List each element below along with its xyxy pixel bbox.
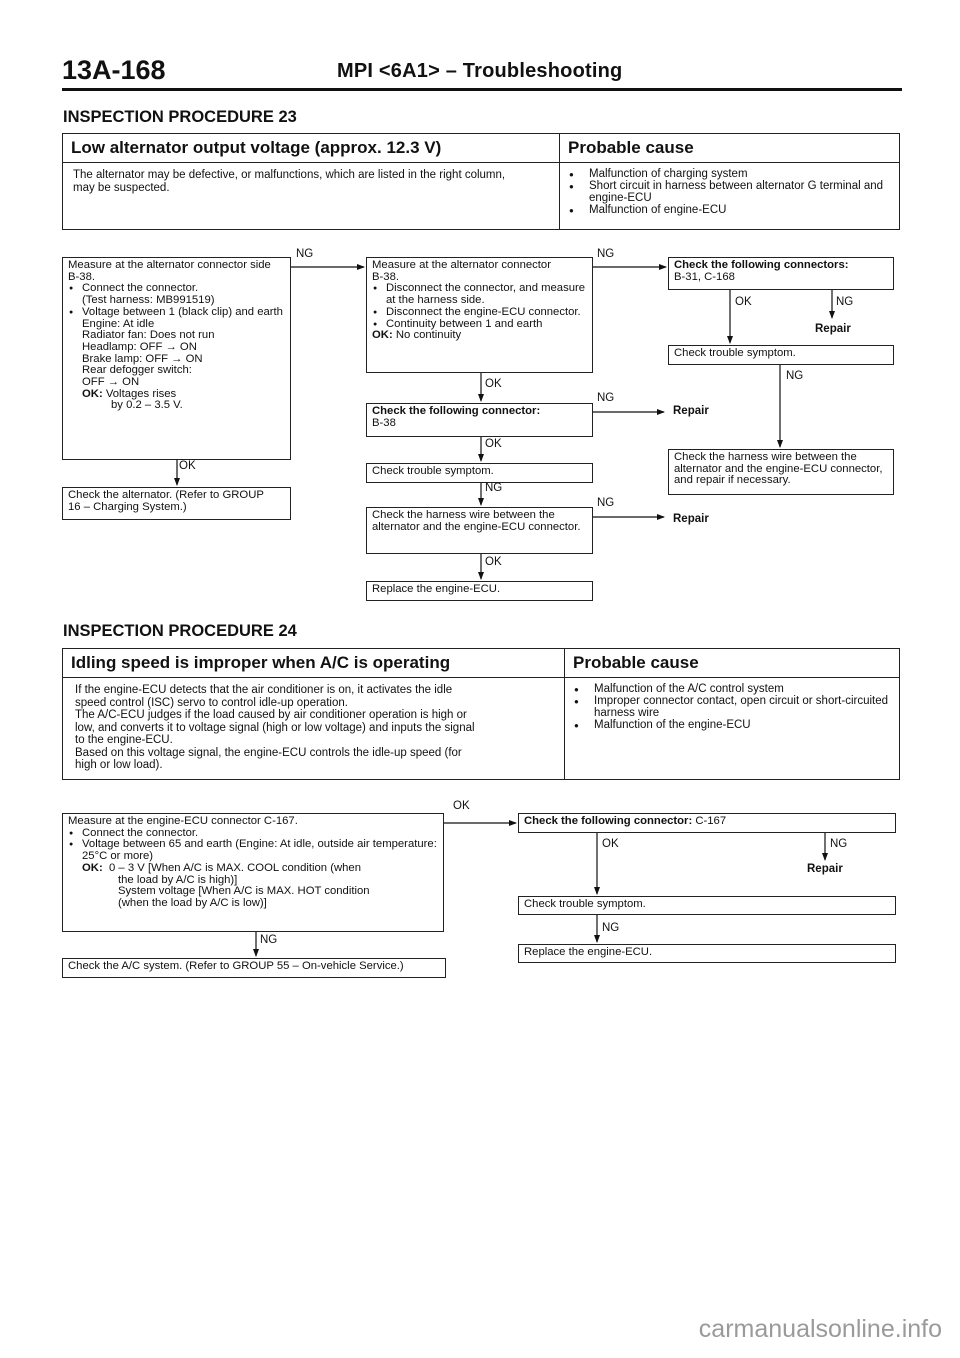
repair-label: Repair	[815, 323, 851, 335]
replace-engine-ecu-box: Replace the engine-ECU.	[518, 944, 896, 963]
ok-label: OK	[485, 556, 502, 568]
measure-alternator-connector-box: Measure at the alternator connector side B-38. ● Connect the connector. (Test harness: MB991519) ● Voltage between 1 (black clip) and earth Engine: At idle Radiator fan: Does not run Headlamp: OFF → ON Brake lamp: OFF → ON Rear defogger switch: OFF → ON OK: Voltages rises by 0.2 – 3.5 V.	[62, 257, 291, 460]
repair-label: Repair	[673, 405, 709, 417]
ok-label: OK	[485, 438, 502, 450]
check-connector-b38-box: Check the following connector: B-38	[366, 403, 593, 437]
ok-label: OK	[735, 296, 752, 308]
probable-cause-title: Probable cause	[568, 138, 694, 157]
repair-label: Repair	[807, 863, 843, 875]
ng-label: NG	[260, 934, 278, 946]
repair-label: Repair	[673, 513, 709, 525]
page-title: MPI <6A1> – Troubleshooting	[337, 60, 623, 82]
ng-label: NG	[602, 922, 620, 934]
ng-label: NG	[597, 392, 615, 404]
cause-item: ● Improper connector contact, open circuit or short-circuited harness wire	[570, 695, 895, 719]
cause-item: ● Malfunction of the A/C control system	[570, 683, 895, 695]
ok-label: OK	[602, 838, 619, 850]
cause-item: ● Malfunction of charging system	[565, 168, 895, 180]
check-harness-repair-box: Check the harness wire between the alternator and the engine-ECU connector, and repair if necessary.	[668, 449, 894, 495]
measure-ecu-connector-c167-box: Measure at the engine-ECU connector C-167. ● Connect the connector. ● Voltage between 65 and earth (Engine: At idle, outside air temperature: 25°C or more) OK: 0 – 3 V [When A/C is MAX. COOL condition (when the load by A/C is high)] System voltage [When A/C is MAX. HOT condition (when the load by A/C is low)]	[62, 813, 444, 932]
ng-label: NG	[836, 296, 854, 308]
ng-label: NG	[786, 370, 804, 382]
procedure-24-heading: INSPECTION PROCEDURE 24	[63, 622, 297, 640]
check-trouble-symptom-right-box: Check trouble symptom.	[668, 345, 894, 365]
ok-label: OK	[179, 460, 196, 472]
watermark: carmanualsonline.info	[698, 1315, 942, 1343]
replace-engine-ecu-box: Replace the engine-ECU.	[366, 581, 593, 601]
ng-label: NG	[485, 482, 503, 494]
ng-label: NG	[597, 497, 615, 509]
check-connectors-b31-c168-box: Check the following connectors: B-31, C-168	[668, 257, 894, 290]
check-trouble-symptom-box: Check trouble symptom.	[518, 896, 896, 915]
ng-label: NG	[830, 838, 848, 850]
symptom-description: The alternator may be defective, or malfunctions, which are listed in the right column, may be suspected.	[73, 169, 506, 194]
symptom-description: If the engine-ECU detects that the air conditioner is on, it activates the idle speed control (ISC) servo to control idle-up operation. The A/C-ECU judges if the load caused by air conditioner operation is high or low, and converts it to voltage signal (high or low voltage) and inputs the signal to the engine-ECU. Based on this voltage signal, the engine-ECU controls the idle-up speed (for high or low load).	[75, 684, 475, 771]
ng-label: NG	[597, 248, 615, 260]
cause-item: ● Malfunction of engine-ECU	[565, 204, 895, 216]
ok-label: OK	[453, 800, 470, 812]
cause-item: ● Short circuit in harness between alternator G terminal and engine-ECU	[565, 180, 895, 204]
check-ac-system-box: Check the A/C system. (Refer to GROUP 55 – On-vehicle Service.)	[62, 958, 446, 978]
ok-label: OK	[485, 378, 502, 390]
page-number: 13A-168	[62, 55, 166, 85]
cause-item: ● Malfunction of the engine-ECU	[570, 719, 895, 731]
measure-alternator-harness-box: Measure at the alternator connector B-38. ● Disconnect the connector, and measure at the harness side. ● Disconnect the engine-ECU connector. ● Continuity between 1 and earth OK: No continuity	[366, 257, 593, 373]
ng-label: NG	[296, 248, 314, 260]
symptom-title: Low alternator output voltage (approx. 12.3 V)	[71, 138, 442, 157]
check-trouble-symptom-box: Check trouble symptom.	[366, 463, 593, 483]
check-connector-c167-box: Check the following connector: C-167	[518, 813, 896, 833]
procedure-23-heading: INSPECTION PROCEDURE 23	[63, 108, 297, 126]
check-alternator-box: Check the alternator. (Refer to GROUP 16 – Charging System.)	[62, 487, 291, 520]
probable-cause-title: Probable cause	[573, 653, 699, 672]
symptom-title: Idling speed is improper when A/C is operating	[71, 653, 451, 672]
check-harness-wire-box: Check the harness wire between the alternator and the engine-ECU connector.	[366, 507, 593, 554]
